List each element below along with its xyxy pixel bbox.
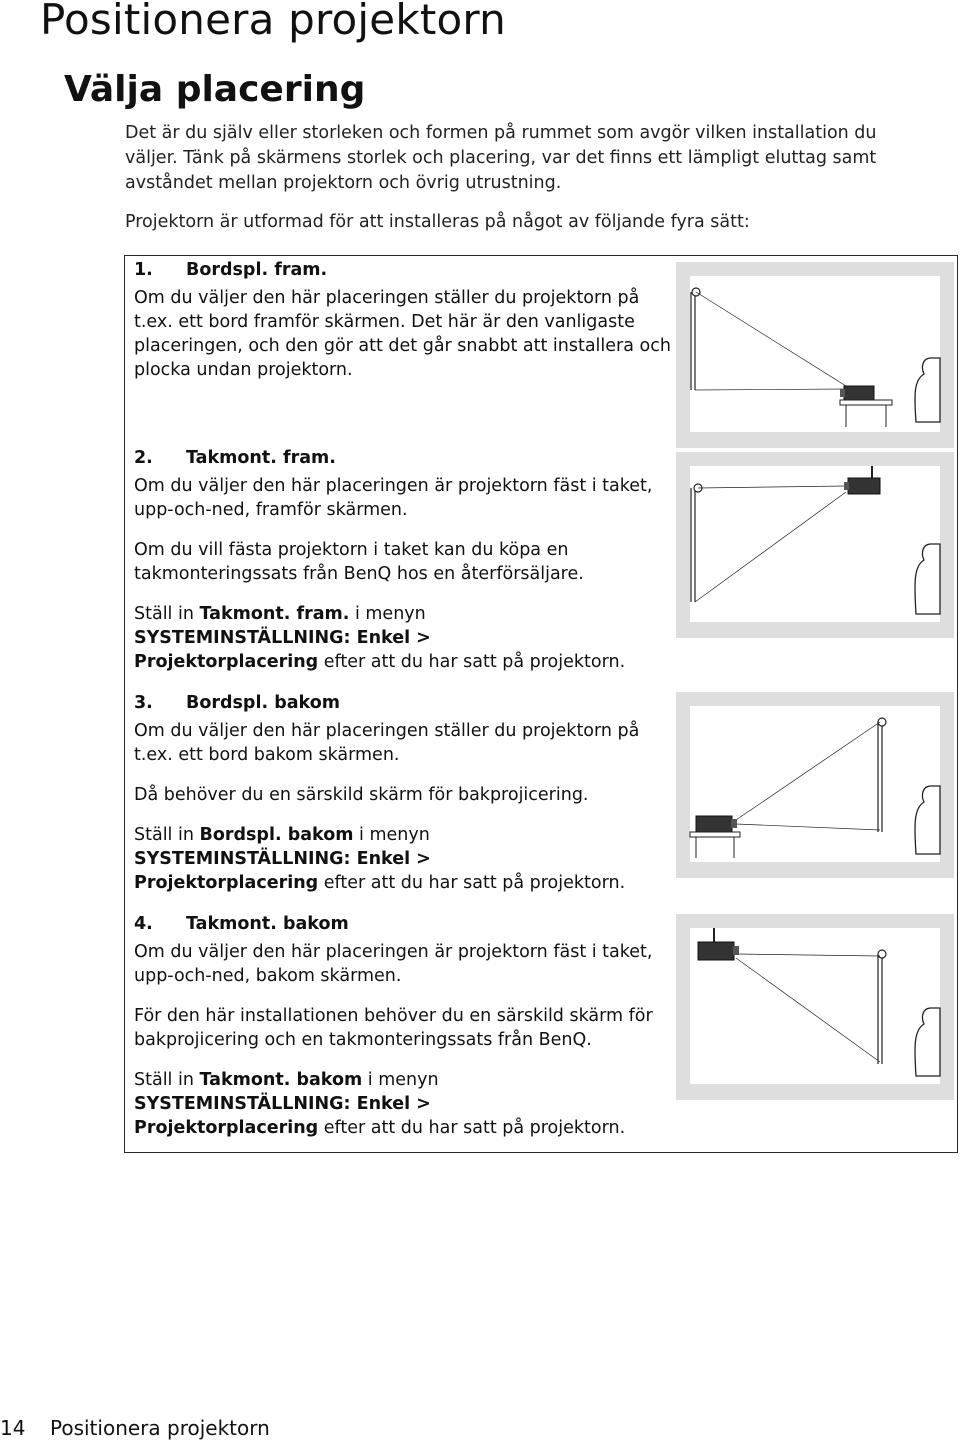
floor-front-illustration — [676, 262, 954, 448]
placement-option-ceiling-rear — [134, 912, 674, 1140]
option-title — [134, 691, 674, 715]
instruction-prefix: Ställ in — [134, 825, 200, 845]
setting-name: Bordspl. bakom — [199, 825, 354, 845]
option-description: Om du väljer den här placeringen ställer du projektorn på t.ex. ett bord framför skärmen. Det här är den vanligaste placeringen, och den gör att det går snabbt att installera och plocka undan projektorn. — [134, 288, 671, 380]
option-title — [134, 446, 674, 470]
menu-path: SYSTEMINSTÄLLNING: Enkel > — [134, 1094, 431, 1114]
option-description: Om du väljer den här placeringen är projektorn fäst i taket, upp-och-ned, framför skärmen. — [134, 476, 653, 520]
setting-name: Takmont. fram. — [199, 604, 350, 624]
projector-icon — [698, 928, 739, 960]
person-icon — [915, 544, 940, 614]
instruction-mid: i menyn — [349, 604, 426, 624]
menu-item: Projektorplacering — [134, 873, 319, 893]
placement-option-floor-rear — [134, 691, 674, 895]
page-title: Positionera projektorn — [40, 0, 506, 44]
option-title — [134, 258, 674, 282]
menu-item: Projektorplacering — [134, 1118, 319, 1138]
intro-paragraph: Projektorn är utformad för att installeras på något av följande fyra sätt: — [125, 212, 750, 232]
page-footer — [0, 1414, 270, 1442]
setting-name: Takmont. bakom — [199, 1070, 363, 1090]
instruction-prefix: Ställ in — [134, 1070, 200, 1090]
instruction-suffix: efter att du har satt på projektorn. — [318, 873, 626, 893]
instruction-suffix: efter att du har satt på projektorn. — [318, 652, 626, 672]
projector-icon — [844, 466, 880, 494]
placement-option-floor-front — [134, 258, 674, 382]
instruction-mid: i menyn — [353, 825, 430, 845]
option-name: Takmont. bakom — [186, 914, 349, 934]
page-number: 14 — [0, 1416, 26, 1440]
menu-instruction — [134, 823, 674, 895]
person-icon — [915, 1008, 940, 1076]
projector-icon — [696, 816, 737, 832]
footer-label: Positionera projektorn — [50, 1416, 270, 1440]
placement-option-ceiling-front — [134, 446, 674, 674]
option-name: Takmont. fram. — [186, 448, 336, 468]
option-description: Om du vill fästa projektorn i taket kan du köpa en takmonteringssats från BenQ hos en återförsäljare. — [134, 540, 584, 584]
projector-icon — [840, 386, 874, 400]
menu-instruction — [134, 602, 674, 674]
floor-rear-illustration — [676, 692, 954, 878]
person-icon — [915, 786, 940, 854]
option-description: Om du väljer den här placeringen ställer du projektorn på t.ex. ett bord bakom skärmen. — [134, 721, 640, 765]
menu-path: SYSTEMINSTÄLLNING: Enkel > — [134, 628, 431, 648]
option-number: 4. — [134, 914, 153, 934]
menu-instruction — [134, 1068, 674, 1140]
instruction-suffix: efter att du har satt på projektorn. — [318, 1118, 626, 1138]
option-number: 1. — [134, 260, 153, 280]
menu-path: SYSTEMINSTÄLLNING: Enkel > — [134, 849, 431, 869]
option-description: Då behöver du en särskild skärm för bakprojicering. — [134, 785, 589, 805]
intro-paragraph: Det är du själv eller storleken och formen på rummet som avgör vilken installation du väljer. Tänk på skärmens storlek och placering, var det finns ett lämpligt eluttag samt avståndet mellan projektorn och övrig utrustning. — [125, 123, 877, 193]
section-heading: Välja placering — [64, 69, 366, 110]
person-icon — [915, 358, 940, 422]
instruction-prefix: Ställ in — [134, 604, 200, 624]
option-title — [134, 912, 674, 936]
option-number: 2. — [134, 448, 153, 468]
menu-item: Projektorplacering — [134, 652, 319, 672]
table-icon — [690, 832, 740, 858]
option-description: För den här installationen behöver du en särskild skärm för bakprojicering och en takmonteringssats från BenQ. — [134, 1006, 653, 1050]
ceiling-rear-illustration — [676, 914, 954, 1100]
ceiling-front-illustration — [676, 452, 954, 638]
instruction-mid: i menyn — [362, 1070, 439, 1090]
option-name: Bordspl. bakom — [186, 693, 340, 713]
option-number: 3. — [134, 693, 153, 713]
option-description: Om du väljer den här placeringen är projektorn fäst i taket, upp-och-ned, bakom skärmen. — [134, 942, 653, 986]
table-icon — [840, 400, 892, 427]
option-name: Bordspl. fram. — [186, 260, 328, 280]
